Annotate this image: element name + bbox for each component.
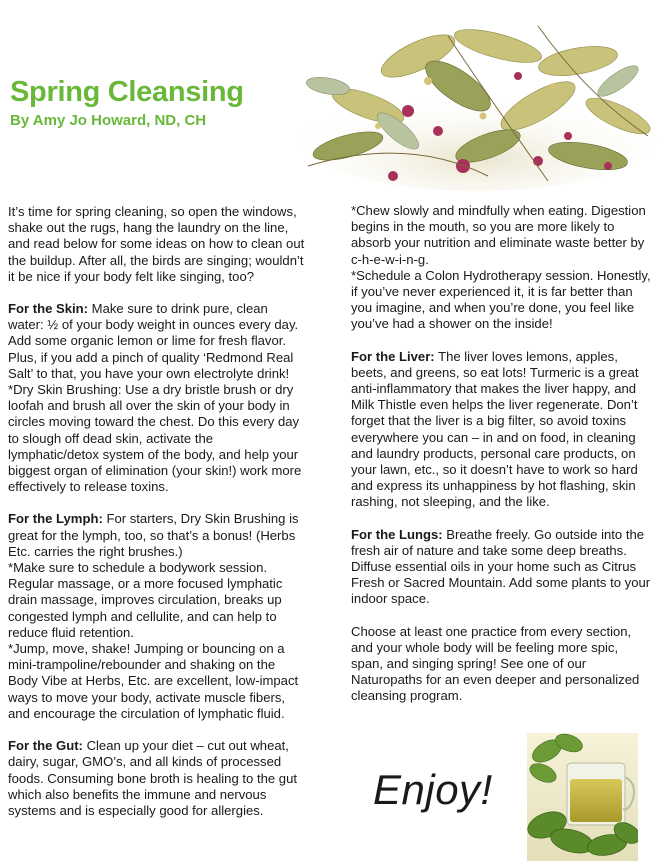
gut-chew-paragraph: *Chew slowly and mindfully when eating. Digestion begins in the mouth, so you are more likely to absorb your nutrition and eliminate waste better by c-h-e-w-i-n-g. — [351, 203, 646, 267]
gut-section — [8, 738, 306, 819]
liver-section — [351, 349, 651, 511]
gut-colon-paragraph: *Schedule a Colon Hydrotherapy session. Honestly, if you’ve never experienced it, it is far better than you imagine, and when you’re done, you feel like you’ve had a shower on the inside! — [351, 267, 651, 332]
lymph-jump-paragraph: *Jump, move, shake! Jumping or bouncing on a mini-trampoline/rebounder and shaking on the Body Vibe at Herbs, Etc. are excellent, low-impact ways to move your body, activate muscle fibers, and encourage the circulation of lymphatic fluid. — [8, 641, 299, 721]
gut-heading: For the Gut: — [8, 738, 83, 754]
lymph-bodywork-paragraph: *Make sure to schedule a bodywork session. Regular massage, or a more focused lymphatic drain massage, improves circulation, breaks up congested lymph and cellulite, and can help to reduce fluid retention. — [8, 560, 283, 640]
liver-heading: For the Liver: — [351, 348, 435, 364]
herbal-tea-cup-image — [527, 733, 638, 861]
dried-herbs-image — [288, 16, 658, 194]
lungs-text: Breathe freely. Go outside into the fresh air of nature and take some deep breaths. Diffuse essential oils in your home such as Citrus Fresh or Sacred Mountain. Add some plants to your indoor space. — [351, 526, 651, 607]
lymph-section — [8, 511, 306, 560]
skin-text: Make sure to drink pure, clean water: ½ of your body weight in ounces every day. Add some organic lemon or lime for fresh flavor. Plus, if you add a pinch of quality ‘Redmond Real Salt’ to that, you have your own electrolyte drink! — [8, 301, 299, 381]
lungs-heading: For the Lungs: — [351, 526, 443, 542]
skin-heading: For the Skin: — [8, 301, 89, 317]
right-column — [351, 203, 651, 721]
liver-text: The liver loves lemons, apples, beets, and greens, so eat lots! Turmeric is a great anti-inflammatory that makes the liver happy, and Milk Thistle even helps the liver regenerate. Don’t forget that the liver is a big filter, so avoid toxins everywhere you can – in and on food, in cleaning and laundry products, personal care products, on your lawn, etc., so it doesn’t have to work so hard and express its unhappiness by hot flashing, skin rashing, not sleeping, and the like. — [351, 348, 639, 510]
gut-text: Clean up your diet – cut out wheat, dairy, sugar, GMO’s, and all kinds of processed foods. Consuming bone broth is healing to the gut which also benefits the immune and nervous systems and is especially good for allergies. — [8, 738, 297, 818]
lymph-heading: For the Lymph: — [8, 511, 103, 527]
enjoy-text: Enjoy! — [373, 766, 493, 813]
skin-section — [8, 301, 306, 382]
closing-paragraph: Choose at least one practice from every section, and your whole body will be feeling more spic, span, and singing spring! See one of our Naturopaths for an even deeper and personalized cleansing program. — [351, 623, 640, 704]
lymph-text: For starters, Dry Skin Brushing is great for the lymph, too, so that’s a bonus! (Herbs Etc. carries the right brushes.) — [8, 511, 299, 559]
page-title: Spring Cleansing — [10, 76, 244, 108]
skin-brushing-paragraph: *Dry Skin Brushing: Use a dry bristle brush or dry loofah and brush all over the skin of your body in circles moving toward the chest. Do this every day to slough off dead skin, activate the lymphatic/detox system of the body, and help your biggest organ of elimination (your skin!) work more effectively to release toxins. — [8, 382, 302, 495]
left-column — [8, 204, 306, 819]
lungs-section — [351, 527, 651, 608]
author-byline: By Amy Jo Howard, ND, CH — [10, 112, 207, 129]
intro-paragraph: It’s time for spring cleaning, so open the windows, shake out the rugs, hang the laundry on the line, and read below for some ideas on how to clean out the buildup. After all, the birds are singing; wouldn’t it be nice if your body felt like singing, too? — [8, 204, 305, 284]
